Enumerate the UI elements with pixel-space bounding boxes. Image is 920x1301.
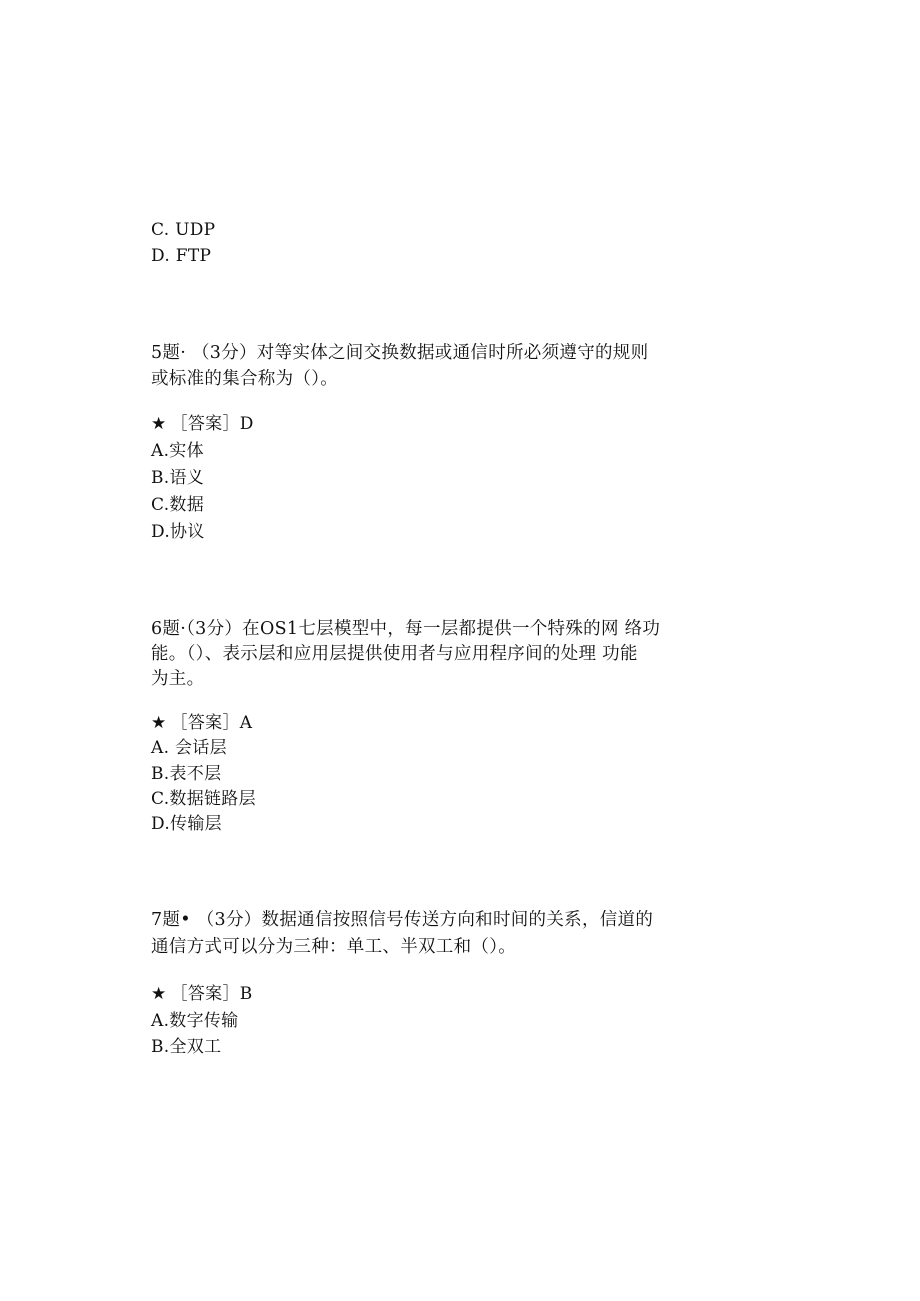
question-7-line-2: 通信方式可以分为三种：单工、半双工和（）。 (151, 937, 517, 957)
question-5-option-b: B.语义 (151, 468, 205, 488)
question-5-line-1: 5题· （3分）对等实体之间交换数据或通信时所必须遵守的规则 (151, 343, 649, 363)
question-6-option-a: A. 会话层 (151, 738, 227, 758)
question-7-option-b: B.全双工 (151, 1037, 222, 1057)
question-7-line-1: 7题• （3分）数据通信按照信号传送方向和时间的关系，信道的 (151, 910, 654, 930)
question-5-answer (151, 413, 254, 435)
star-icon: ★ (151, 713, 167, 733)
question-7-answer (151, 983, 253, 1005)
option-d: D. FTP (151, 246, 212, 266)
question-5-line-2: 或标准的集合称为（）。 (151, 369, 339, 389)
question-6-line-1: 6题·（3分）在OS1七层模型中，每一层都提供一个特殊的网 络功 (151, 619, 661, 639)
option-c: C. UDP (151, 220, 216, 240)
question-7-option-a: A.数字传输 (151, 1011, 239, 1031)
answer-text: ［答案］D (170, 414, 254, 434)
star-icon: ★ (151, 984, 167, 1004)
question-6-option-c: C.数据链路层 (151, 789, 256, 809)
question-6-line-3: 为主。 (151, 669, 205, 689)
question-5-option-a: A.实体 (151, 441, 204, 461)
question-6-answer (151, 712, 252, 734)
question-6-option-d: D.传输层 (151, 814, 222, 834)
question-6-option-b: B.表不层 (151, 764, 222, 784)
question-6-line-2: 能。（）、表示层和应用层提供使用者与应用程序间的处理 功能 (151, 644, 638, 664)
answer-text: ［答案］B (170, 984, 253, 1004)
question-5-option-d: D.协议 (151, 522, 205, 542)
question-5-option-c: C.数据 (151, 495, 205, 515)
star-icon: ★ (151, 414, 167, 434)
answer-text: ［答案］A (170, 713, 253, 733)
